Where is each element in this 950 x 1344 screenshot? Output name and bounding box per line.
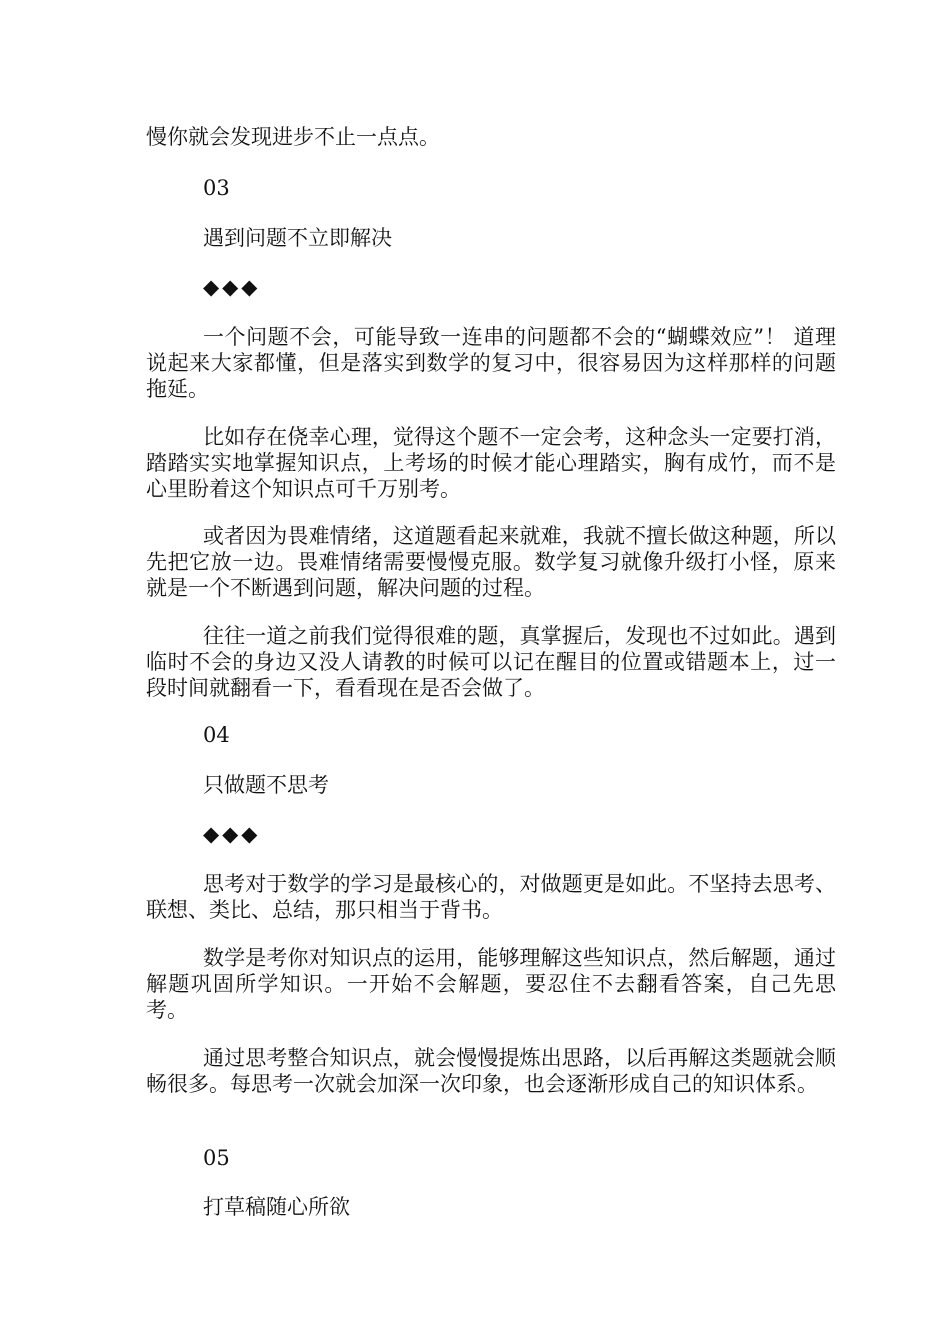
section-heading: 打草稿随心所欲 <box>203 1195 350 1219</box>
paragraph: 通过思考整合知识点，就会慢慢提炼出思路，以后再解这类题就会顺畅很多。每思考一次就会加深一次印象，也会逐渐形成自己的知识体系。 <box>146 1046 836 1096</box>
intro-tail-text: 慢你就会发现进步不止一点点。 <box>146 125 440 149</box>
paragraph: 数学是考你对知识点的运用，能够理解这些知识点，然后解题，通过解题巩固所学知识。一开始不会解题，要忍住不去翻看答案，自己先思考。 <box>146 946 836 1022</box>
paragraph: 或者因为畏难情绪，这道题看起来就难，我就不擅长做这种题，所以先把它放一边。畏难情绪需要慢慢克服。数学复习就像升级打小怪，原来就是一个不断遇到问题，解决问题的过程。 <box>146 524 836 600</box>
section-divider: ◆◆◆ <box>203 822 261 846</box>
section-number: 05 <box>203 1146 230 1170</box>
section-heading: 遇到问题不立即解决 <box>203 226 392 250</box>
paragraph: 往往一道之前我们觉得很难的题，真掌握后，发现也不过如此。遇到临时不会的身边又没人请教的时候可以记在醒目的位置或错题本上，过一段时间就翻看一下，看看现在是否会做了。 <box>146 624 836 700</box>
section-number: 03 <box>203 176 230 200</box>
section-number: 04 <box>203 723 230 747</box>
paragraph: 比如存在侥幸心理，觉得这个题不一定会考，这种念头一定要打消，踏踏实实地掌握知识点，上考场的时候才能心理踏实，胸有成竹，而不是心里盼着这个知识点可千万别考。 <box>146 425 836 501</box>
paragraph: 一个问题不会，可能导致一连串的问题都不会的“蝴蝶效应”！ 道理说起来大家都懂，但是落实到数学的复习中，很容易因为这样那样的问题拖延。 <box>146 325 836 401</box>
section-divider: ◆◆◆ <box>203 275 261 299</box>
paragraph: 思考对于数学的学习是最核心的，对做题更是如此。不坚持去思考、联想、类比、总结，那只相当于背书。 <box>146 872 836 922</box>
section-heading: 只做题不思考 <box>203 773 329 797</box>
